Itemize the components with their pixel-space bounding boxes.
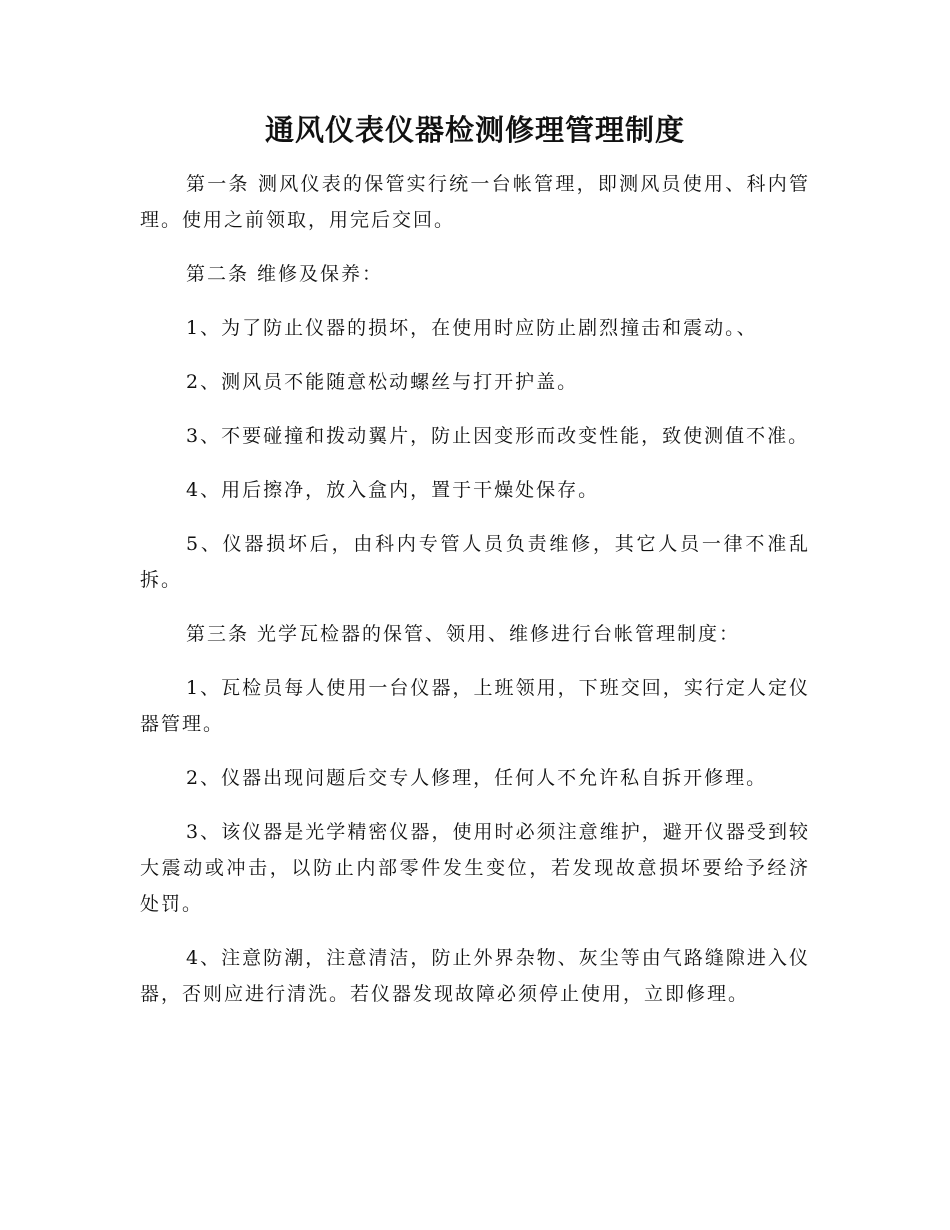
paragraph-article-3-item-4: 4、注意防潮，注意清洁，防止外界杂物、灰尘等由气路缝隙进入仪器，否则应进行清洗。若仪器发现故障必须停止使用，立即修理。 <box>140 947 810 1005</box>
paragraph-article-2-item-2: 2、测风员不能随意松动螺丝与打开护盖。 <box>186 371 579 393</box>
paragraph-article-3-item-2: 2、仪器出现问题后交专人修理，任何人不允许私自拆开修理。 <box>186 767 768 789</box>
paragraph-article-3-heading: 第三条 光学瓦检器的保管、领用、维修进行台帐管理制度： <box>186 623 741 645</box>
paragraph-article-2-item-4: 4、用后擦净，放入盒内，置于干燥处保存。 <box>186 479 600 501</box>
paragraph-article-2-item-3: 3、不要碰撞和拨动翼片，防止因变形而改变性能，致使测值不准。 <box>186 425 810 447</box>
paragraph-article-3-item-1: 1、瓦检员每人使用一台仪器，上班领用，下班交回，实行定人定仪器管理。 <box>140 677 810 735</box>
paragraph-article-2-item-5: 5、仪器损坏后，由科内专管人员负责维修，其它人员一律不准乱拆。 <box>140 533 810 591</box>
paragraph-article-2-heading: 第二条 维修及保养： <box>186 263 384 285</box>
document-title: 通风仪表仪器检测修理管理制度 <box>264 113 685 147</box>
paragraph-article-2-item-1: 1、为了防止仪器的损坏，在使用时应防止剧烈撞击和震动。、 <box>186 317 758 339</box>
paragraph-article-3-item-3: 3、该仪器是光学精密仪器，使用时必须注意维护，避开仪器受到较大震动或冲击，以防止内部零件发生变位，若发现故意损坏要给予经济处罚。 <box>140 821 810 915</box>
document-body <box>140 166 810 1030</box>
paragraph-article-1: 第一条 测风仪表的保管实行统一台帐管理，即测风员使用、科内管理。使用之前领取，用完后交回。 <box>140 173 810 231</box>
